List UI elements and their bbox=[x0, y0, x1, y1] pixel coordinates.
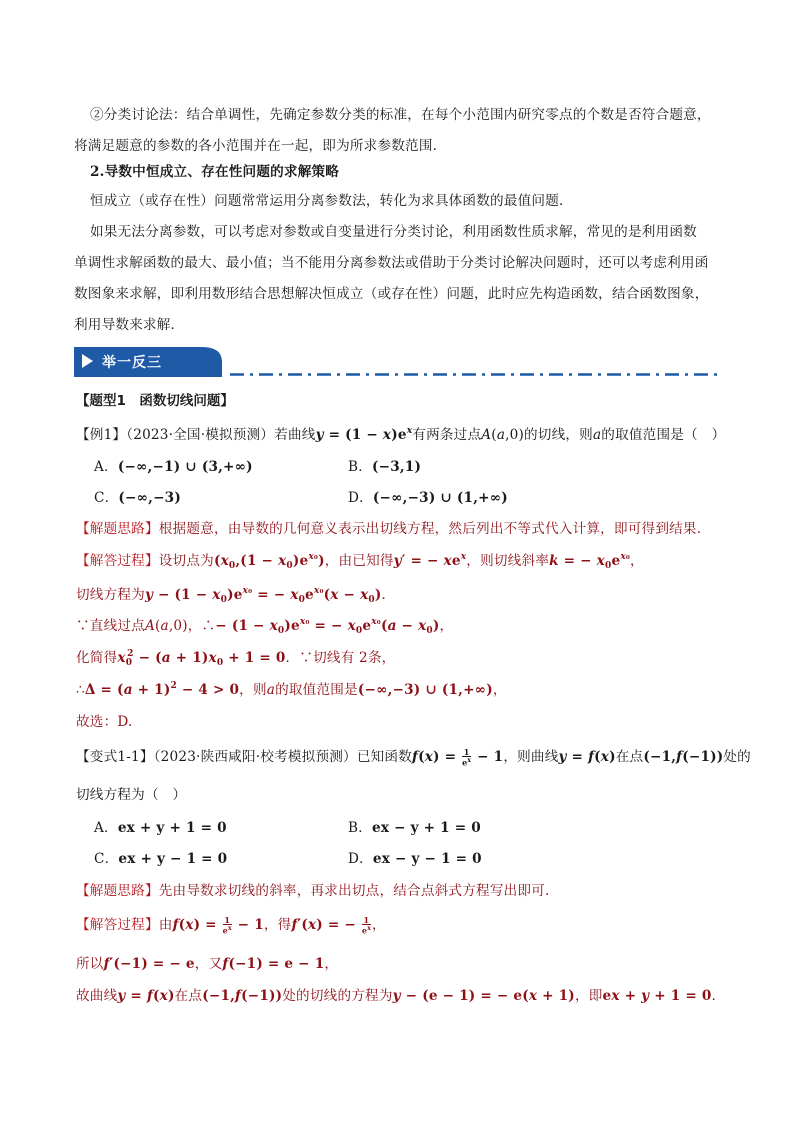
example1-step2: 切线方程为$y - (1 - x_0)e^{x_0}$ = − $x_0e^{x_0}(x - x_0)$． bbox=[76, 586, 396, 605]
example1-option-a[interactable]: A．(−∞,−1) ∪ (3,+∞) bbox=[94, 459, 253, 475]
example1-idea: 【解题思路】根据题意，由导数的几何意义表示出切线方程，然后列出不等式代入计算，即可得到结果. bbox=[76, 521, 702, 537]
example1-step4: 化简得$x_0^2 - (a + 1)x_0 + 1 = 0$．∵切线有 2条， bbox=[76, 649, 396, 668]
example1-mid2: 的切线，则 bbox=[524, 427, 593, 443]
example1-curve-formula: $y = (1 - x)e^x$ bbox=[315, 426, 413, 443]
intro-p1-line1: ②分类讨论法：结合单调性，先确定参数分类的标准，在每个小范围内研究零点的个数是否符合题意， bbox=[90, 107, 711, 123]
intro-p3-line2: 单调性求解函数的最大、最小值；当不能用分离参数法或借助于分类讨论解决问题时，还可以考虑利用函 bbox=[74, 255, 709, 271]
example1-suffix: 的取值范围是（ ） bbox=[601, 427, 726, 443]
intro-heading-2: 2.导数中恒成立、存在性问题的求解策略 bbox=[90, 164, 340, 180]
example1-answer: 故选：D. bbox=[76, 714, 133, 730]
example1-option-b[interactable]: B．(−3,1) bbox=[348, 459, 422, 475]
example1-point: A bbox=[481, 427, 492, 443]
variant1-option-b[interactable]: B．ex − y + 1 = 0 bbox=[348, 820, 481, 836]
play-arrow-icon bbox=[82, 354, 93, 368]
variant1-stem: 【变式1-1】（2023·陕西咸阳·校考模拟预测）已知函数f(x) = $\frac{1}{e^x}$ − 1，则曲线y = f(x)在点(−1,f(−1))处的 bbox=[76, 747, 751, 768]
intro-p3-line4: 利用导数来求解． bbox=[74, 317, 185, 333]
variant1-option-d[interactable]: D．ex − y − 1 = 0 bbox=[348, 851, 482, 867]
variant1-step2: 所以f′(−1) = − e，又f(−1) = e − 1， bbox=[76, 956, 339, 972]
section-tag-type1: 【题型1 函数切线问题】 bbox=[76, 393, 234, 409]
intro-p1-line2: 将满足题意的参数的各小范围并在一起，即为所求参数范围． bbox=[74, 138, 447, 154]
example1-stem: 【例1】（2023·全国·模拟预测）若曲线$y = (1 - x)e^x$有两条过点A(a,0)的切线，则a的取值范围是（ ） bbox=[76, 426, 726, 443]
variant1-step1: 【解答过程】由f(x) = $\frac{1}{e^x}$ − 1，得f′(x) = − $\frac{1}{e^x}$ ， bbox=[76, 915, 386, 936]
example1-step3: ∵直线过点A(a,0)，∴− $(1 - x_0)e^{x_0}$ = − $x_0e^{x_0}(a - x_0)$， bbox=[76, 617, 454, 636]
example1-step1: 【解答过程】设切点为$(x_0,(1 - x_0)e^{x_0})$，由已知得y′ = − $xe^x$，则切线斜率k = − $x_0e^{x_0}$， bbox=[76, 552, 644, 571]
intro-p2: 恒成立（或存在性）问题常常运用分离参数法，转化为求具体函数的最值问题． bbox=[90, 193, 573, 209]
intro-p3-line1: 如果无法分离参数，可以考虑对参数或自变量进行分类讨论，利用函数性质求解，常见的是利用函数 bbox=[90, 224, 697, 240]
example1-option-d[interactable]: D．(−∞,−3) ∪ (1,+∞) bbox=[348, 490, 508, 506]
process-label: 【解答过程】 bbox=[76, 553, 159, 569]
section-banner bbox=[74, 347, 222, 377]
variant1-option-c[interactable]: C．ex + y − 1 = 0 bbox=[94, 851, 228, 867]
example1-mid1: 有两条过点 bbox=[412, 427, 482, 443]
idea-label: 【解题思路】 bbox=[76, 521, 159, 537]
example1-option-c[interactable]: C．(−∞,−3) bbox=[94, 490, 181, 506]
variant1-idea: 【解题思路】先由导数求切线的斜率，再求出切点，结合点斜式方程写出即可. bbox=[76, 883, 550, 899]
variant1-stem-line2: 切线方程为（ ） bbox=[76, 787, 187, 803]
banner-label: 举一反三 bbox=[102, 355, 162, 371]
variant1-option-a[interactable]: A．ex + y + 1 = 0 bbox=[94, 820, 227, 836]
example1-prefix: 【例1】（2023·全国·模拟预测）若曲线 bbox=[76, 427, 316, 443]
example1-step5: ∴Δ = $(a + 1)^2 - 4 > 0$，则a的取值范围是(−∞,−3) ∪ (1,+∞)， bbox=[76, 681, 507, 698]
variant1-step3: 故曲线y = f(x)在点(−1,f(−1))处的切线的方程为y − (e − 1) = − e(x + 1)，即ex + y + 1 = 0. bbox=[76, 988, 717, 1004]
intro-p3-line3: 数图象来求解，即利用数形结合思想解决恒成立（或存在性）问题，此时应先构造函数，结合函数图象， bbox=[74, 286, 709, 302]
dash-dot-divider bbox=[230, 373, 720, 376]
